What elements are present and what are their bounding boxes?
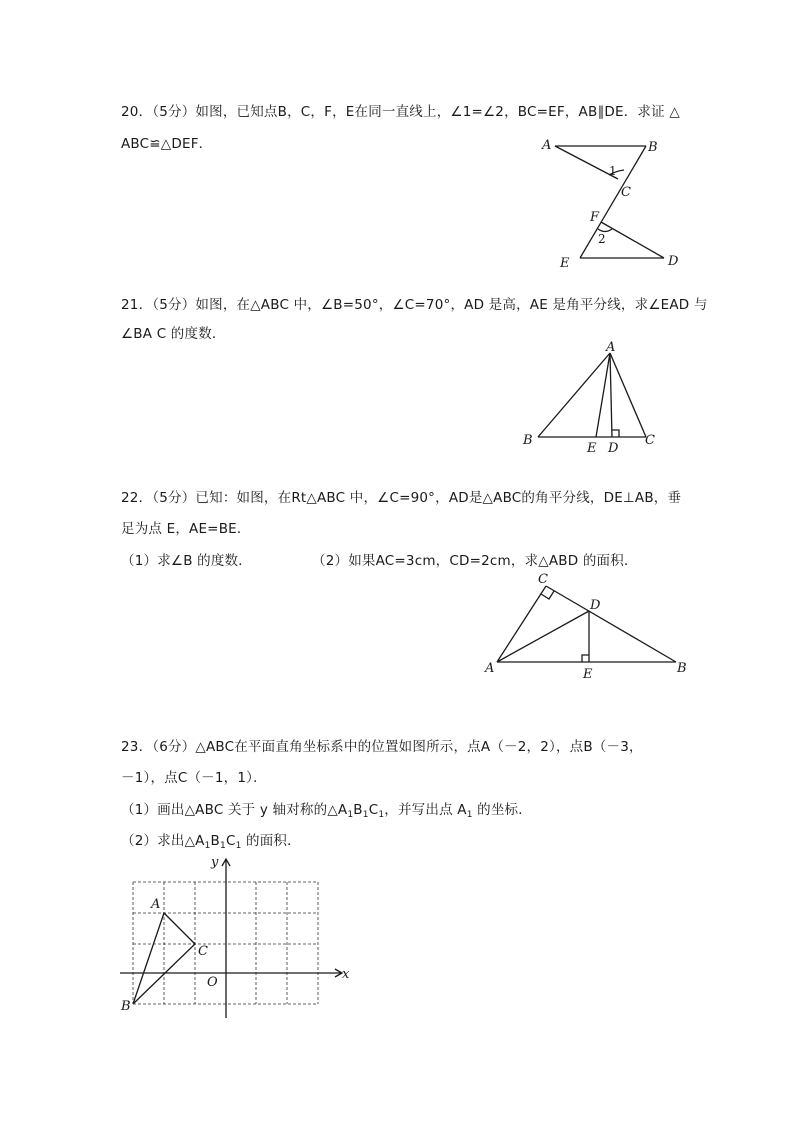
p23-text-line1: 23．（6分）△ABC在平面直角坐标系中的位置如图所示，点A（－2，2），点B（－3， [121, 739, 643, 755]
p23-part1-B: B [353, 802, 363, 818]
p22-segment-AD [497, 611, 589, 662]
p20-text-line1: 20．（5分）如图，已知点B，C，F，E在同一直线上，∠1=∠2，BC=EF，AB∥DE．求证 △ [121, 104, 680, 120]
p21-label-A: A [606, 340, 616, 355]
p23-sub-6: 1 [220, 841, 226, 851]
p23-part1-text-a: （1）画出△ABC 关于 y 轴对称的△A [121, 802, 348, 818]
p22-label-B: B [677, 661, 687, 676]
p22-label-D: D [590, 598, 601, 613]
p22-text-line2: 足为点 E，AE=BE． [121, 521, 251, 537]
p21-text-line1: 21．（5分）如图，在△ABC 中，∠B=50°，∠C=70°，AD 是高，AE 是角平分线，求∠EAD 与 [121, 297, 708, 313]
p23-label-x: x [342, 967, 350, 982]
p23-part2-C: C [225, 833, 236, 849]
p22-label-E: E [583, 667, 593, 682]
p21-right-angle-mark [612, 430, 619, 437]
p23-text-line2: －1），点C（－1，1）． [121, 770, 267, 786]
p23-part2 [121, 832, 301, 850]
p20-label-E: E [560, 256, 570, 271]
p20-text-line2: ABC≌△DEF． [121, 136, 213, 152]
p22-right-angle-mark-E [582, 655, 589, 662]
p21-label-E: E [587, 441, 597, 456]
p23-label-O: O [207, 975, 218, 990]
p21-segment-AC [610, 353, 646, 437]
p22-part2: （2）如果AC=3cm，CD=2cm，求△ABD 的面积． [312, 553, 638, 569]
p21-label-C: C [645, 433, 655, 448]
p23-sub-7: 1 [235, 841, 242, 851]
p21-text-line2: ∠BA C 的度数． [121, 326, 226, 342]
p23-label-y: y [211, 855, 219, 870]
p21-figure [518, 340, 668, 460]
p23-sub-5: 1 [204, 841, 211, 851]
p21-segment-AD [610, 353, 612, 437]
p23-part2-text-a: （2）求出△A [121, 833, 205, 849]
p23-part1-text-c: 的坐标． [472, 802, 532, 818]
p20-segment-FD [601, 222, 664, 258]
p20-label-D: D [668, 254, 679, 269]
p23-part1-text-b: ，并写出点 A [384, 802, 467, 818]
p23-label-A: A [151, 897, 161, 912]
p23-part1-C: C [368, 802, 379, 818]
p23-label-B: B [121, 999, 131, 1014]
p22-label-A: A [485, 661, 495, 676]
p20-label-C: C [621, 185, 631, 200]
p23-label-C: C [198, 944, 208, 959]
p20-label-angle2: 2 [598, 232, 606, 246]
p23-sub-2: 1 [362, 810, 369, 820]
p23-sub-1: 1 [347, 810, 354, 820]
p21-label-D: D [608, 441, 619, 456]
p21-label-B: B [523, 433, 533, 448]
p23-part2-text-b: 的面积． [241, 833, 301, 849]
p23-coordinate-grid [115, 852, 355, 1024]
p20-label-B: B [648, 140, 658, 155]
p20-segment-BE [580, 146, 646, 258]
p23-part1 [121, 801, 532, 819]
p22-figure [480, 568, 695, 686]
p22-text-line1: 22．（5分）已知：如图，在Rt△ABC 中，∠C=90°，AD是△ABC的角平分线，DE⊥AB，垂 [121, 490, 682, 506]
p23-sub-4: 1 [466, 810, 473, 820]
p23-sub-3: 1 [378, 810, 385, 820]
p23-part2-B: B [210, 833, 221, 849]
p22-segment-AC [497, 586, 546, 662]
p22-right-angle-mark-C [541, 591, 554, 599]
p20-label-A: A [542, 138, 552, 153]
p21-segment-AB [538, 353, 610, 437]
p20-figure [536, 134, 686, 270]
p22-part1: （1）求∠B 的度数． [121, 553, 252, 569]
p20-label-F: F [590, 210, 600, 225]
p20-label-angle1: 1 [609, 164, 617, 178]
p22-label-C: C [538, 572, 548, 587]
p21-segment-AE [596, 353, 610, 437]
